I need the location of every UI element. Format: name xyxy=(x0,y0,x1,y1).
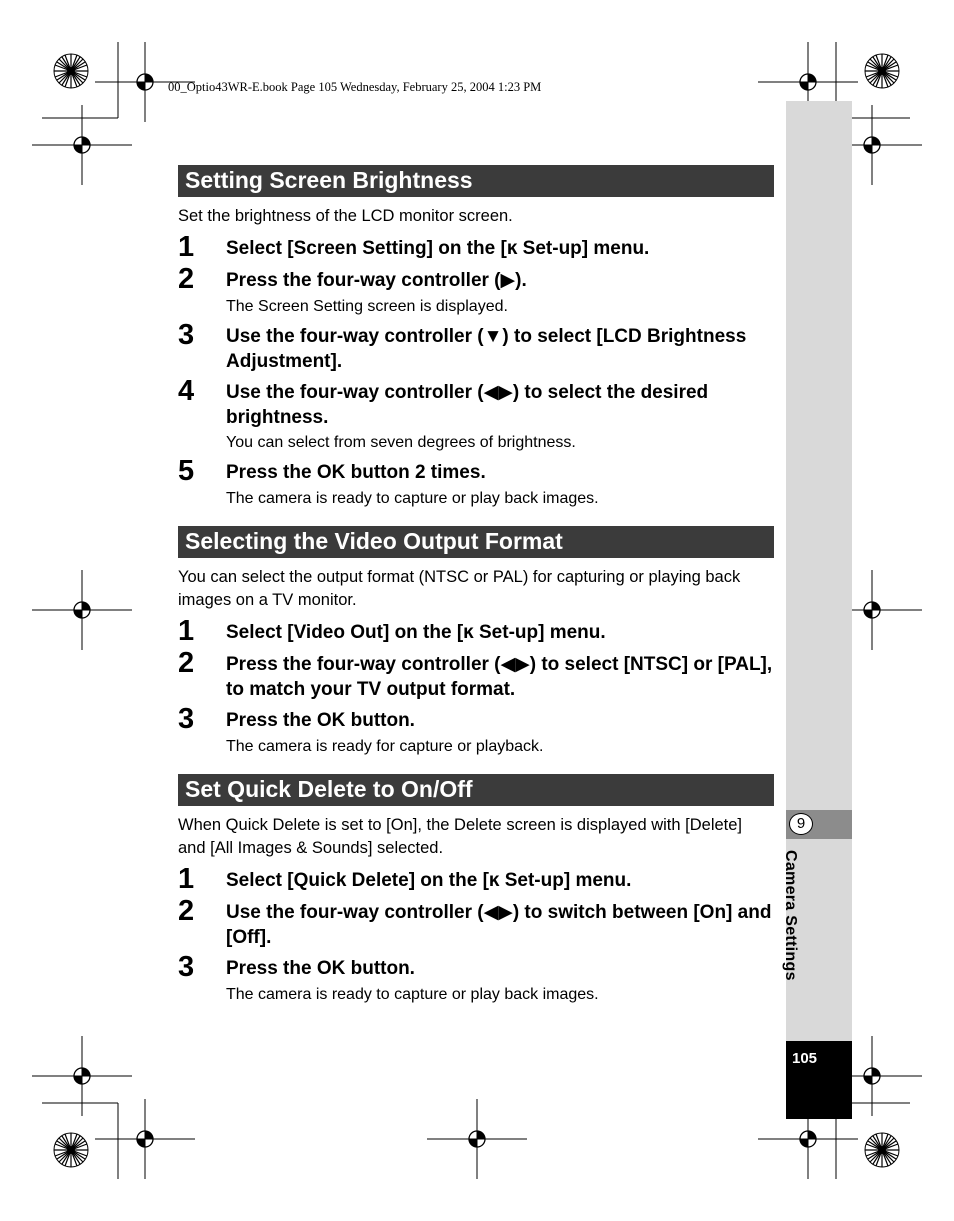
step xyxy=(178,865,774,894)
step xyxy=(178,457,774,486)
step-note: The camera is ready for capture or playback. xyxy=(226,738,544,755)
step xyxy=(178,233,774,262)
section-intro: When Quick Delete is set to [On], the Delete screen is displayed with [Delete] and [All Images & Sounds] selected. xyxy=(178,816,743,857)
chapter-label: Camera Settings xyxy=(782,850,799,981)
step xyxy=(178,649,774,702)
step-number: 1 xyxy=(178,615,195,647)
step xyxy=(178,953,774,982)
section-intro: You can select the output format (NTSC or PAL) for capturing or playing back images on a TV monitor. xyxy=(178,568,741,609)
section-title-screen-brightness: Setting Screen Brightness xyxy=(178,165,774,197)
step-number: 1 xyxy=(178,231,195,263)
step-text: Use the four-way controller (▼) to select [LCD Brightness Adjustment]. xyxy=(226,326,747,372)
step-number: 1 xyxy=(178,863,195,895)
step-note: The camera is ready to capture or play back images. xyxy=(226,986,599,1003)
step-text: Select [Video Out] on the [ĸ Set-up] menu. xyxy=(226,622,606,643)
step xyxy=(178,705,774,734)
section-title-quick-delete: Set Quick Delete to On/Off xyxy=(178,774,774,806)
step-number: 5 xyxy=(178,455,195,487)
page-number: 105 xyxy=(792,1050,818,1067)
step-number: 4 xyxy=(178,375,195,407)
page-number-box xyxy=(786,1041,852,1119)
step xyxy=(178,377,774,430)
step-number: 3 xyxy=(178,703,195,735)
step-text: Press the OK button 2 times. xyxy=(226,462,486,483)
page-content xyxy=(178,165,774,1006)
step-text: Select [Screen Setting] on the [ĸ Set-up] menu. xyxy=(226,238,650,259)
step-text: Use the four-way controller (◀▶) to switch between [On] and [Off]. xyxy=(226,902,772,948)
step xyxy=(178,265,774,294)
print-file-header: 00_Optio43WR-E.book Page 105 Wednesday, February 25, 2004 1:23 PM xyxy=(168,80,542,94)
step-note: The Screen Setting screen is displayed. xyxy=(226,298,508,315)
step-text: Press the OK button. xyxy=(226,710,415,731)
section-intro: Set the brightness of the LCD monitor screen. xyxy=(178,207,513,225)
step xyxy=(178,321,774,374)
step xyxy=(178,897,774,950)
step xyxy=(178,617,774,646)
step-text: Use the four-way controller (◀▶) to select the desired brightness. xyxy=(226,382,709,428)
step-text: Press the four-way controller (▶). xyxy=(226,270,527,291)
step-note: The camera is ready to capture or play back images. xyxy=(226,490,599,507)
section-title-video-output: Selecting the Video Output Format xyxy=(178,526,774,558)
chapter-number-badge: 9 xyxy=(789,813,813,835)
step-text: Press the four-way controller (◀▶) to select [NTSC] or [PAL], to match your TV output format. xyxy=(226,654,773,700)
step-note: You can select from seven degrees of brightness. xyxy=(226,434,576,451)
step-number: 2 xyxy=(178,263,195,295)
step-number: 2 xyxy=(178,895,195,927)
step-number: 3 xyxy=(178,319,195,351)
step-text: Select [Quick Delete] on the [ĸ Set-up] menu. xyxy=(226,870,632,891)
step-number: 3 xyxy=(178,951,195,983)
step-number: 2 xyxy=(178,647,195,679)
step-text: Press the OK button. xyxy=(226,958,415,979)
